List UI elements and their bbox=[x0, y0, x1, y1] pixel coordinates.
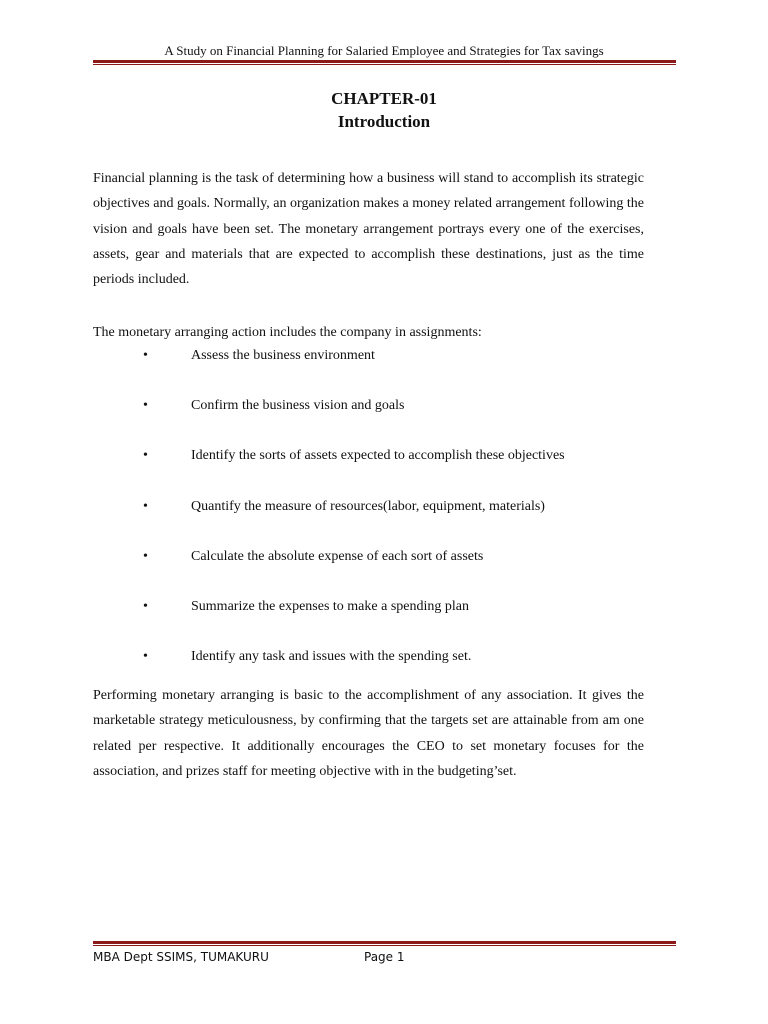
running-header-title: A Study on Financial Planning for Salaried Employee and Strategies for Tax savings bbox=[164, 43, 604, 58]
bullet-icon: • bbox=[143, 548, 148, 564]
list-item bbox=[0, 544, 768, 594]
list-item-text: Identify any task and issues with the spending set. bbox=[191, 649, 472, 665]
list-item bbox=[0, 494, 768, 544]
list-item bbox=[0, 393, 768, 443]
task-list bbox=[0, 343, 768, 694]
bullet-icon: • bbox=[143, 348, 148, 363]
bullet-icon: • bbox=[143, 448, 148, 464]
bullet-icon: • bbox=[143, 649, 148, 665]
bullet-icon: • bbox=[143, 498, 148, 514]
chapter-number: CHAPTER-01 bbox=[331, 89, 437, 108]
closing-paragraph: Performing monetary arranging is basic to the accomplishment of any association. It gives the marketable strategy meticulousness, by confirming that the targets set are attainable from am one related per respective. It additionally encourages the CEO to set monetary focuses for the association, and prizes staff for meeting objective with in the budgeting’set. bbox=[93, 688, 644, 779]
list-item bbox=[0, 594, 768, 644]
list-item-text: Summarize the expenses to make a spending plan bbox=[191, 598, 469, 614]
list-intro-text: The monetary arranging action includes the company in assignments: bbox=[93, 325, 482, 340]
page-number: Page 1 bbox=[364, 950, 405, 964]
list-item-text: Confirm the business vision and goals bbox=[191, 398, 405, 414]
list-item-text: Calculate the absolute expense of each sort of assets bbox=[191, 548, 484, 564]
bullet-icon: • bbox=[143, 598, 148, 614]
footer-divider bbox=[93, 941, 676, 946]
header-divider bbox=[93, 60, 676, 65]
intro-paragraph: Financial planning is the task of determining how a business will stand to accomplish its strategic objectives and goals. Normally, an organization makes a money related arrangement following the vision and goals have been set. The monetary arrangement portrays every one of the exercises, assets, gear and materials that are expected to accomplish these destinations, just as the time periods included. bbox=[93, 171, 644, 288]
list-item bbox=[0, 343, 768, 393]
footer-department: MBA Dept SSIMS, TUMAKURU bbox=[93, 950, 269, 964]
bullet-icon: • bbox=[143, 398, 148, 414]
list-item-text: Identify the sorts of assets expected to accomplish these objectives bbox=[191, 448, 565, 464]
list-item bbox=[0, 443, 768, 493]
list-item-text: Assess the business environment bbox=[191, 348, 375, 363]
chapter-title: Introduction bbox=[337, 112, 431, 131]
list-item-text: Quantify the measure of resources(labor, equipment, materials) bbox=[191, 498, 545, 514]
